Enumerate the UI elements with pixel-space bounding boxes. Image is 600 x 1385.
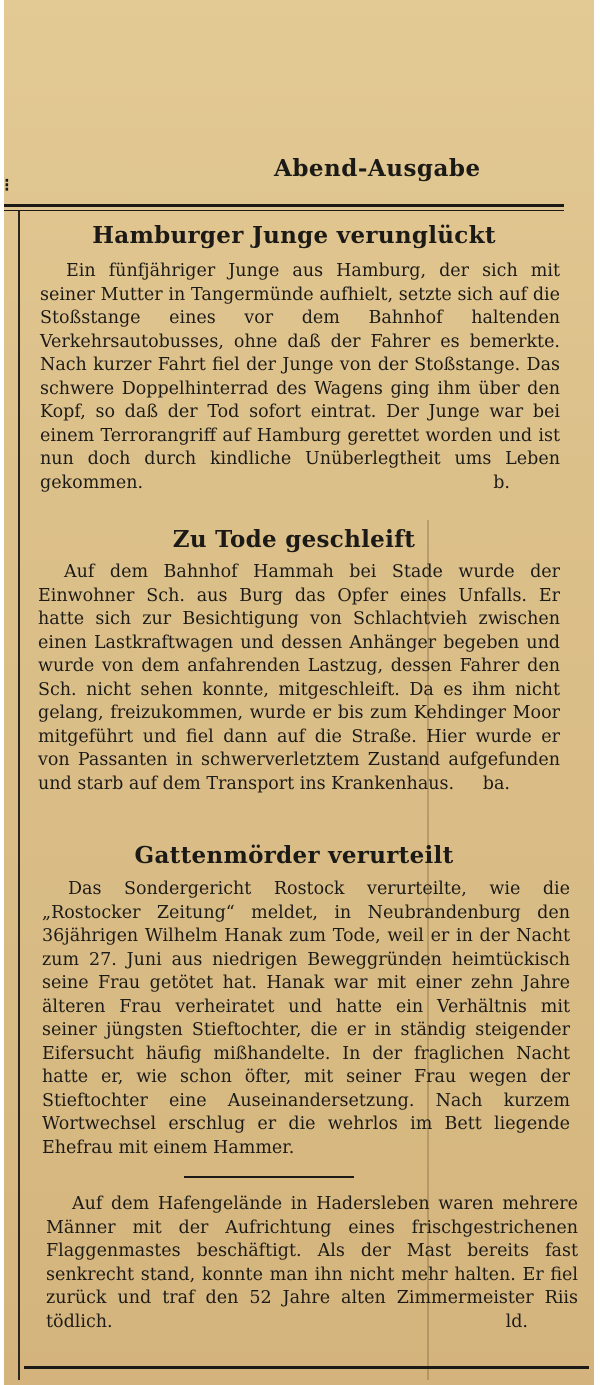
article-2-text: Auf dem Bahnhof Hammah bei Stade wurde der Einwohner Sch. aus Burg das Opfer eines Unfalls. Er hatte sich zur Besichtigung von Schlachtvieh zwischen einen Lastkraftwagen und dessen Anhänger begeben und wurde von dem anfahrenden Lastzug, dessen Fahrer den Sch. nicht sehen konnte, mitgeschleift. Da es ihm nicht gelang, freizukommen, wurde er bis zum Kehdinger Moor mitgeführt und fiel dann auf die Straße. Hier wurde er von Passanten in schwerverletztem Zustand aufgefunden und starb auf dem Transport ins Krankenhaus. <box>38 562 560 794</box>
article-4-signature: ld. <box>505 1311 528 1332</box>
article-1-signature: b. <box>493 472 510 493</box>
article-1-body <box>40 260 560 495</box>
article-1-headline: Hamburger Junge verunglückt <box>92 222 496 249</box>
article-4-text: Auf dem Hafengelände in Hadersleben waren mehrere Männer mit der Aufrichtung eines frischgestrichenen Flaggenmastes beschäftigt. Als der Mast bereits fast senkrecht stand, konnte man ihn nicht mehr halten. Er fiel zurück und traf den 52 Jahre alten Zimmermeister Riis tödlich. <box>46 1194 578 1332</box>
bottom-rule <box>24 1366 589 1369</box>
header-rule-thin <box>4 210 564 211</box>
edition-header: Abend-Ausgabe <box>274 155 481 182</box>
article-3-headline: Gattenmörder verurteilt <box>134 842 454 869</box>
article-2-headline: Zu Tode geschleift <box>172 526 416 553</box>
article-4-body <box>46 1193 578 1334</box>
left-column-rule <box>18 210 20 1380</box>
newspaper-clipping <box>4 0 594 1385</box>
article-1-text: Ein fünfjähriger Junge aus Hamburg, der sich mit seiner Mutter in Tangermünde aufhielt, setzte sich auf die Stoßstange eines vor dem Bahnhof haltenden Verkehrsautobusses, ohne daß der Fahrer es bemerkte. Nach kurzer Fahrt fiel der Junge von der Stoßstange. Das schwere Doppelhinterrad des Wagens ging ihm über den Kopf, so daß der Tod sofort eintrat. Der Junge war bei einem Terrorangriff auf Hamburg gerettet worden und ist nun doch durch kindliche Unüberlegtheit ums Leben gekommen. <box>40 261 560 493</box>
article-separator <box>184 1176 354 1178</box>
article-3-text: Das Sondergericht Rostock verurteilte, wie die „Rostocker Zeitung“ meldet, in Neubrandenburg den 36jährigen Wilhelm Hanak zum Tode, weil er in der Nacht zum 27. Juni aus niedrigen Beweggründen heimtückisch seine Frau getötet hat. Hanak war mit einer zehn Jahre älteren Frau verheiratet und hatte ein Verhältnis mit seiner jüngsten Stieftochter, die er in ständig steigender Eifersucht häufig mißhandelte. In der fraglichen Nacht hatte er, wie schon öfter, mit seiner Frau wegen der Stieftochter eine Auseinandersetzung. Nach kurzem Wortwechsel erschlug er die wehrlos im Bett liegende Ehefrau mit einem Hammer. <box>42 879 570 1158</box>
article-2-signature: ba. <box>482 773 510 794</box>
edge-mark: ⁝ <box>4 175 10 196</box>
article-2-body <box>38 561 560 796</box>
header-rule <box>4 204 564 207</box>
article-3-body <box>42 878 570 1160</box>
